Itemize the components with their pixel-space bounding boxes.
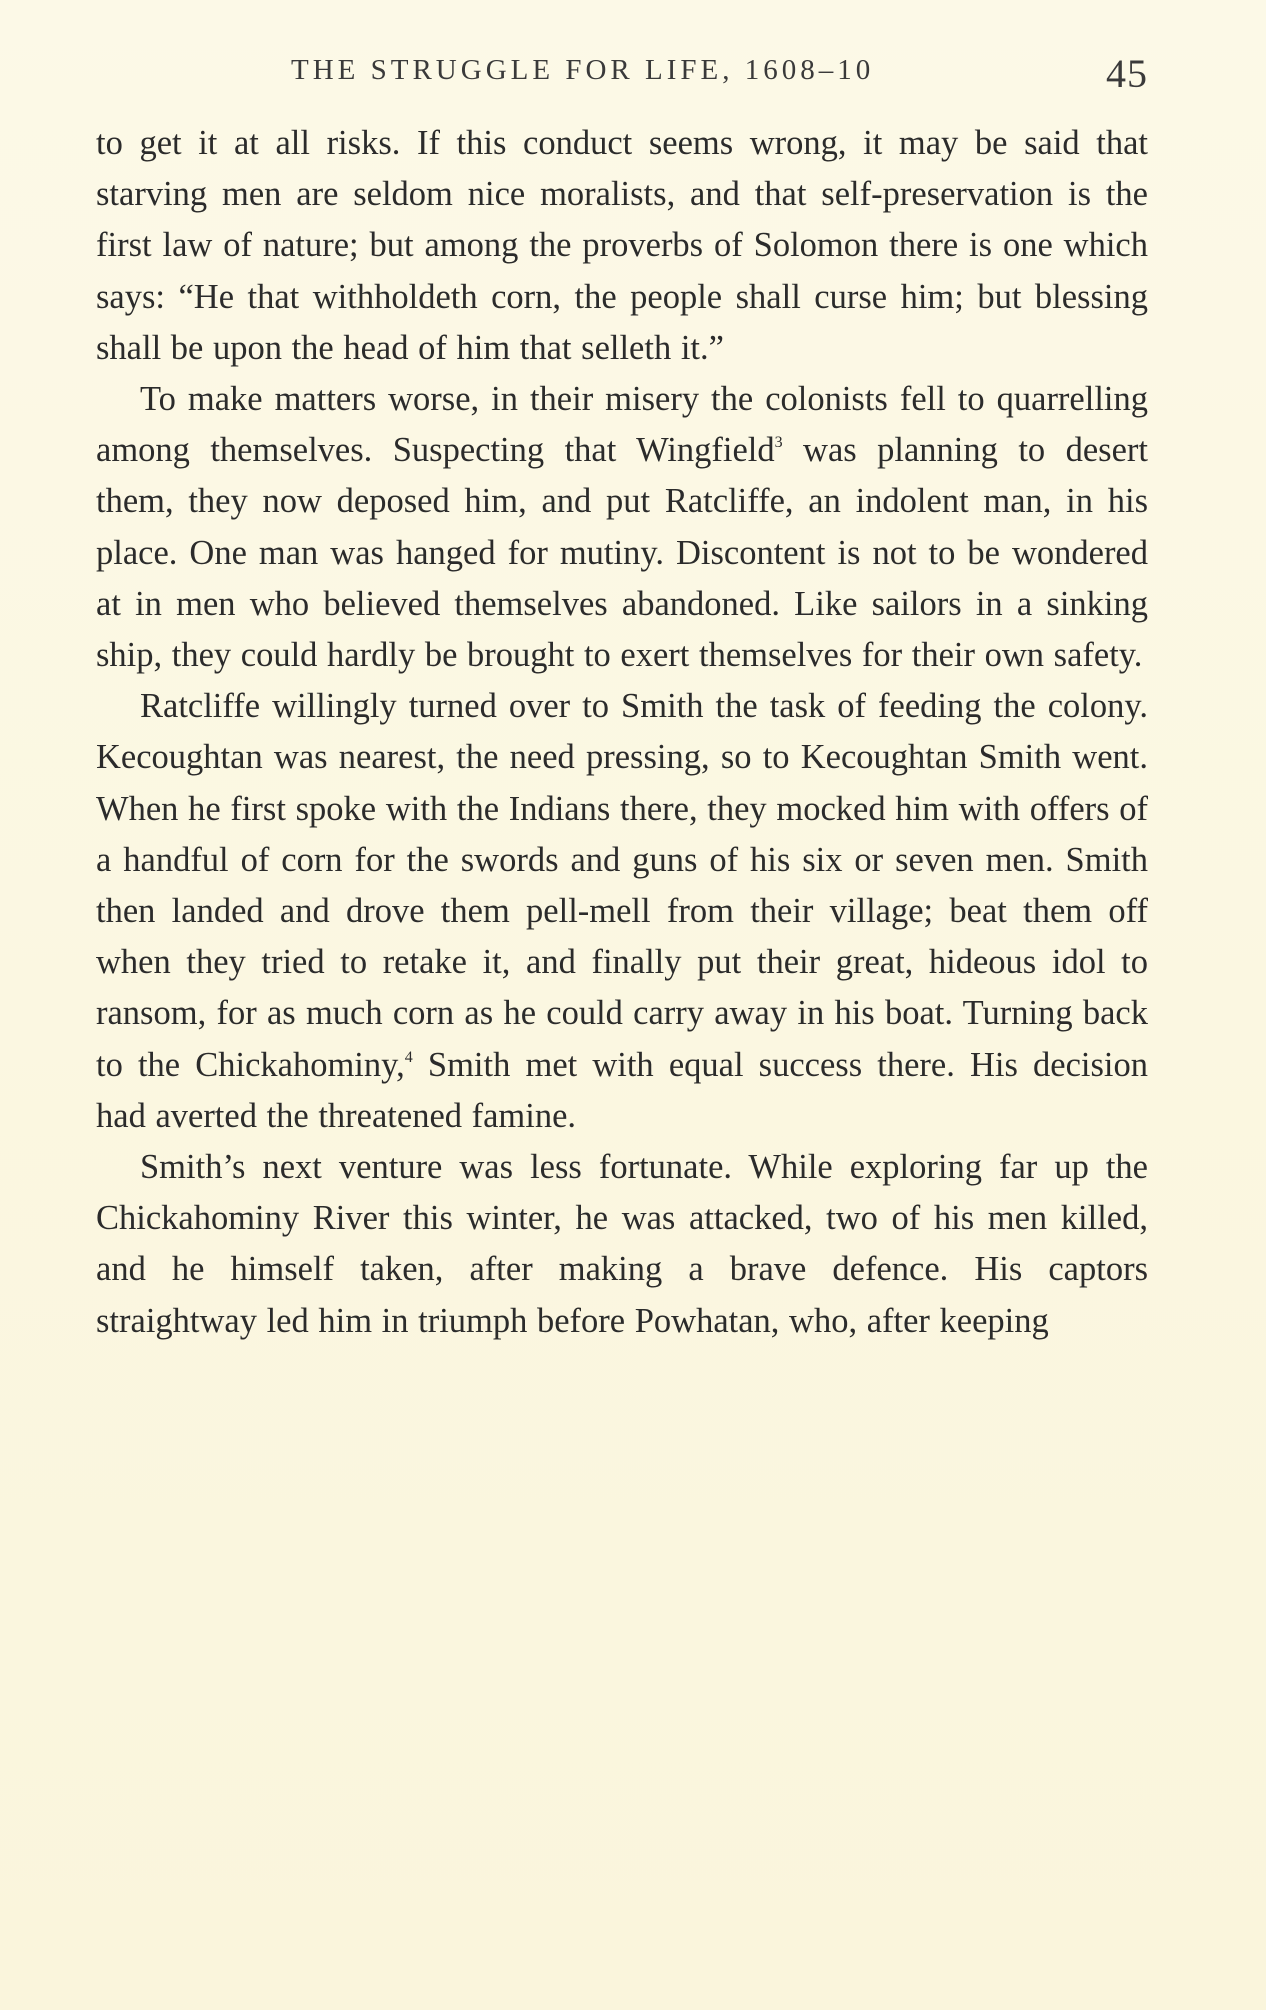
- paragraph-continued: [96, 118, 1148, 374]
- paragraph-text: To make matters worse, in their misery the colonists fell to quarrelling among themselves. Suspecting that Wingfield: [96, 380, 1148, 470]
- paragraph-text: was planning to desert them, they now deposed him, and put Ratcliffe, an indolent man, in his place. One man was hanged for mutiny. Discontent is not to be wondered at in men who believed themselves abandoned. Like sailors in a sinking ship, they could hardly be brought to exert themselves for their own safety.: [96, 431, 1148, 675]
- paragraph: [96, 681, 1148, 1142]
- footnote-marker: 3: [774, 434, 783, 452]
- paragraph: [96, 1142, 1148, 1347]
- running-head: [96, 50, 1148, 100]
- paragraph-text: to get it at all risks. If this conduct seems wrong, it may be said that starving men are seldom nice moralists, and that self-preservation is the first law of nature; but among the proverbs of Solomon there is one which says: “He that withholdeth corn, the people shall curse him; but blessing shall be upon the head of him that selleth it.”: [96, 124, 1148, 367]
- page-number: 45: [1106, 51, 1148, 96]
- paragraph-text: Ratcliffe willingly turned over to Smith the task of feeding the colony. Kecoughtan was nearest, the need pressing, so to Kecoughtan Smith went. When he first spoke with the Indians there, they mocked him with offers of a handful of corn for the swords and guns of his six or seven men. Smith then landed and drove them pell-mell from their village; beat them off when they tried to retake it, and finally put their great, hideous idol to ransom, for as much corn as he could carry away in his boat. Turning back to the Chickahominy,: [96, 687, 1148, 1084]
- body-text: [96, 118, 1148, 1347]
- paragraph-text: Smith met with equal success there. His decision had averted the threatened famine.: [96, 1045, 1148, 1135]
- paragraph-text: Smith’s next venture was less fortunate. While exploring far up the Chickahominy River this winter, he was attacked, two of his men killed, and he himself taken, after making a brave defence. His captors straightway led him in triumph before Powhatan, who, after keeping: [96, 1148, 1148, 1340]
- footnote-marker: 4: [404, 1048, 413, 1066]
- paragraph: [96, 374, 1148, 681]
- running-title: THE STRUGGLE FOR LIFE, 1608–10: [291, 54, 875, 86]
